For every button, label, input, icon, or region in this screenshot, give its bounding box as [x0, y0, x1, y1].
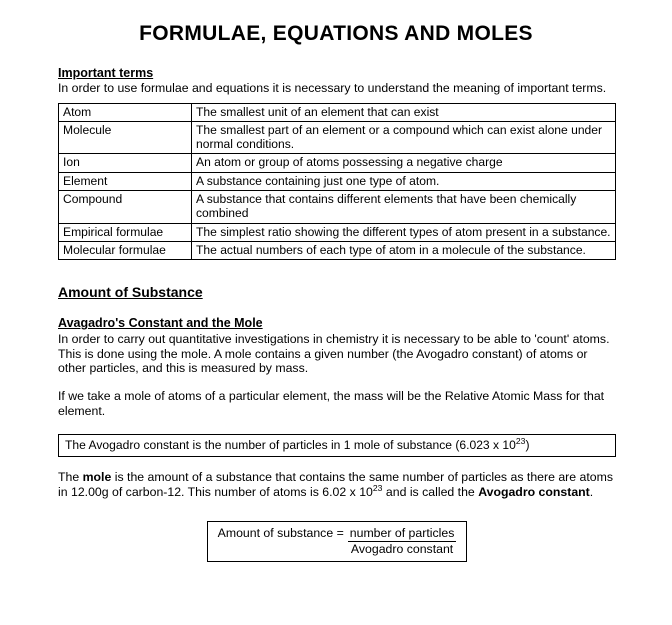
mole-text-part2: is the amount of a substance that contains the same number of particles as there are atoms in 12.00g of carbon-12. This number of atoms is 6.02 x 10: [58, 470, 614, 499]
term-cell: Element: [59, 172, 192, 190]
definition-cell: The smallest part of an element or a compound which can exist alone under normal conditions.: [192, 121, 616, 154]
term-cell: Molecule: [59, 121, 192, 154]
table-row: [59, 154, 616, 172]
table-row: [59, 223, 616, 241]
document-body: [0, 66, 672, 562]
mole-text-part3: and is called the: [382, 484, 479, 499]
formula-denominator: Avogadro constant: [350, 541, 454, 556]
mole-definition-paragraph: [58, 470, 616, 499]
callout-text-suffix: ): [525, 438, 530, 453]
callout-exponent: 23: [515, 436, 526, 447]
mole-text-part1: The: [58, 470, 83, 485]
formula-fraction: [348, 526, 457, 556]
section-heading-amount-of-substance: Amount of Substance: [58, 284, 203, 301]
avogadro-constant-callout: [58, 434, 616, 457]
mole-exponent: 23: [372, 482, 383, 493]
important-terms-table: [58, 103, 616, 261]
term-cell: Molecular formulae: [59, 241, 192, 259]
term-cell: Ion: [59, 154, 192, 172]
formula-row: [218, 526, 457, 556]
document-page: [0, 22, 672, 625]
formula-numerator: number of particles: [349, 526, 455, 541]
definition-cell: The simplest ratio showing the different types of atom present in a substance.: [192, 223, 616, 241]
callout-text-prefix: The Avogadro constant is the number of particles in 1 mole of substance (6.023 x 10: [65, 438, 516, 453]
important-terms-intro: In order to use formulae and equations it is necessary to understand the meaning of important terms.: [58, 81, 607, 95]
table-row: [59, 121, 616, 154]
mole-bold-term: mole: [82, 470, 112, 485]
avogadro-paragraph-1: In order to carry out quantitative investigations in chemistry it is necessary to be able to 'count' atoms. This is done using the mole. A mole contains a given number (the Avogadro constant) of atoms or other particles, and this is measured by mass.: [58, 332, 610, 376]
amount-of-substance-formula-box: [207, 521, 468, 562]
term-cell: Atom: [59, 103, 192, 121]
table-row: [59, 103, 616, 121]
avogadro-paragraph-2: If we take a mole of atoms of a particular element, the mass will be the Relative Atomic Mass for that element.: [58, 389, 605, 418]
table-row: [59, 241, 616, 259]
formula-left-side: Amount of substance =: [217, 526, 344, 541]
subsection-heading-avogadro: Avagadro's Constant and the Mole: [58, 316, 263, 331]
table-row: [59, 191, 616, 224]
term-cell: Compound: [59, 191, 192, 224]
mole-text-part4: .: [589, 484, 594, 499]
definition-cell: A substance that contains different elements that have been chemically combined: [192, 191, 616, 224]
avogadro-bold-term: Avogadro constant: [478, 484, 590, 499]
page-title: FORMULAE, EQUATIONS AND MOLES: [139, 22, 533, 45]
definition-cell: A substance containing just one type of atom.: [192, 172, 616, 190]
formula-box-wrapper: [58, 521, 616, 562]
definition-cell: The actual numbers of each type of atom in a molecule of the substance.: [192, 241, 616, 259]
section-heading-important-terms: Important terms: [58, 66, 154, 80]
term-cell: Empirical formulae: [59, 223, 192, 241]
table-row: [59, 172, 616, 190]
definition-cell: An atom or group of atoms possessing a negative charge: [192, 154, 616, 172]
definition-cell: The smallest unit of an element that can exist: [192, 103, 616, 121]
